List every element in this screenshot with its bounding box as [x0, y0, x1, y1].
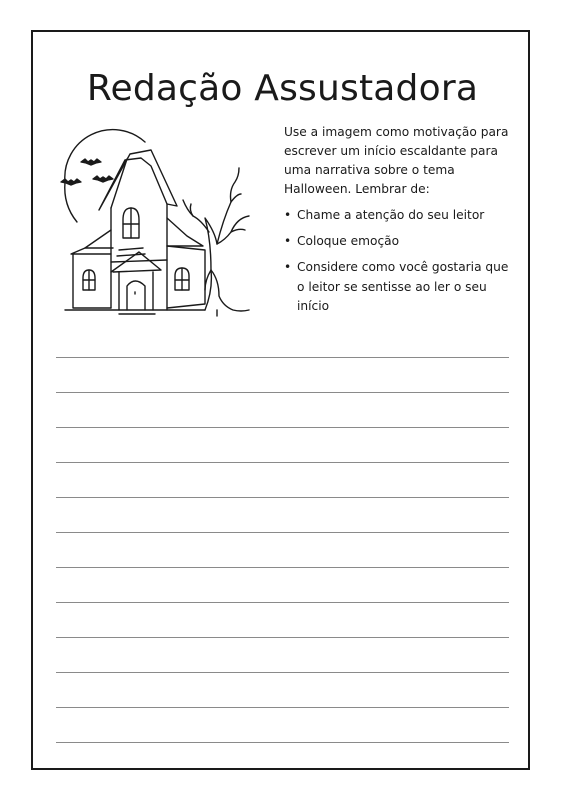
writing-line[interactable] [56, 497, 509, 498]
writing-line[interactable] [56, 672, 509, 673]
page-title: Redação Assustadora [86, 68, 479, 109]
reminder-item: • Considere como você gostaria que o leitor se sentisse ao ler o seu início [284, 258, 516, 317]
writing-line[interactable] [56, 357, 509, 358]
writing-line[interactable] [56, 532, 509, 533]
reminder-item: • Chame a atenção do seu leitor [284, 206, 516, 226]
writing-line[interactable] [56, 602, 509, 603]
writing-line[interactable] [56, 637, 509, 638]
writing-line[interactable] [56, 742, 509, 743]
writing-line[interactable] [56, 462, 509, 463]
writing-line[interactable] [56, 427, 509, 428]
instructions-text: Use a imagem como motivação para escrever um início escaldante para uma narrativa sobre o tema Halloween. Lembrar de: [284, 125, 509, 196]
reminder-item: • Coloque emoção [284, 232, 516, 252]
writing-line[interactable] [56, 392, 509, 393]
writing-line[interactable] [56, 707, 509, 708]
writing-line[interactable] [56, 567, 509, 568]
haunted-house-icon [55, 120, 255, 320]
reminder-list [284, 206, 516, 323]
